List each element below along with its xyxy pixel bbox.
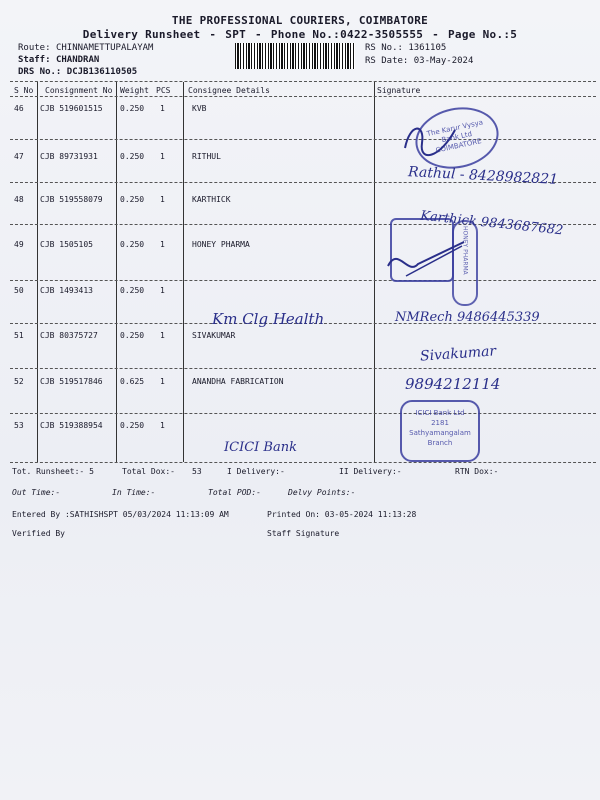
consignment-cell: CJB 80375727 (40, 331, 98, 340)
row-rule (10, 96, 596, 97)
pcs-cell: 1 (160, 152, 165, 161)
consignment-cell: CJB 519517846 (40, 377, 103, 386)
entered-by: Entered By :SATHISHSPT 05/03/2024 11:13:09 AM (12, 510, 229, 519)
title-part: Delivery Runsheet (82, 28, 201, 41)
col-consignment: Consignment No (45, 86, 113, 95)
consignee-cell: ANANDHA FABRICATION (192, 377, 284, 386)
handwritten-kmclg: Km Clg Health (212, 310, 325, 328)
sno-cell: 46 (14, 104, 24, 113)
sno-cell: 50 (14, 286, 24, 295)
total-dox-value: 53 (192, 467, 202, 476)
weight-cell: 0.250 (120, 195, 145, 204)
consignment-cell: CJB 519601515 (40, 104, 103, 113)
pcs-cell: 1 (160, 195, 165, 204)
consignee-cell: KVB (192, 104, 207, 113)
weight-cell: 0.250 (120, 331, 145, 340)
table-row (0, 195, 600, 207)
pcs-cell: 1 (160, 104, 165, 113)
row-rule (10, 139, 596, 140)
consignment-cell: CJB 519558079 (40, 195, 103, 204)
icici-stamp (400, 400, 480, 462)
weight-cell: 0.250 (120, 152, 145, 161)
runsheet-title (0, 28, 600, 41)
consignment-cell: CJB 89731931 (40, 152, 98, 161)
handwritten-siva-phone: 9894212114 (405, 375, 501, 393)
verify-line (12, 529, 592, 541)
drs-label: DRS No.: (18, 67, 62, 77)
weight-cell: 0.250 (120, 421, 145, 430)
row-rule (10, 368, 596, 369)
rs-date: RS Date: 03-May-2024 (365, 56, 474, 66)
pcs-cell: 1 (160, 421, 165, 430)
times-line (12, 488, 592, 500)
table-row (0, 421, 600, 433)
sno-cell: 48 (14, 195, 24, 204)
staff-value: CHANDRAN (55, 55, 100, 65)
tot-runsheet: Tot. Runsheet:- 5 (12, 467, 94, 476)
sno-cell: 51 (14, 331, 24, 340)
header-rule (10, 81, 596, 82)
consignee-cell: RITHUL (192, 152, 221, 161)
delvy-points: Delvy Points:- (288, 488, 356, 497)
totals-line (12, 467, 592, 479)
consignee-cell: SIVAKUMAR (192, 331, 236, 340)
honey-stamp-text: HONEY PHARMA (461, 226, 469, 275)
verified-by: Verified By (12, 529, 65, 538)
handwritten-nmr: NMRech 9486445339 (395, 310, 540, 325)
table-row (0, 104, 600, 116)
pcs-cell: 1 (160, 377, 165, 386)
row-rule (10, 413, 596, 414)
table-row (0, 152, 600, 164)
company-name: THE PROFESSIONAL COURIERS, COIMBATORE (171, 14, 429, 27)
title-part: SPT (225, 28, 247, 41)
total-pod: Total POD:- (208, 488, 261, 497)
sno-cell: 49 (14, 240, 24, 249)
handwritten-rithul: Rathul - 8428982821 (407, 164, 559, 188)
title-part: - (209, 28, 217, 41)
col-weight: Weight (120, 86, 149, 95)
consignment-cell: CJB 1493413 (40, 286, 93, 295)
rs-number: RS No.: 1361105 (365, 43, 447, 53)
pcs-cell: 1 (160, 240, 165, 249)
row-rule (10, 280, 596, 281)
pcs-cell: 1 (160, 331, 165, 340)
staff-line (18, 55, 99, 65)
weight-cell: 0.625 (120, 377, 145, 386)
weight-cell: 0.250 (120, 104, 145, 113)
col-pcs: PCS (156, 86, 171, 95)
consignee-cell: KARTHICK (192, 195, 231, 204)
drs-line (18, 67, 137, 77)
barcode (235, 43, 355, 69)
table-row (0, 331, 600, 343)
title-part: - (255, 28, 262, 41)
col-signature: Signature (377, 86, 421, 95)
col-sno: S No (14, 86, 34, 95)
weight-cell: 0.250 (120, 240, 145, 249)
weight-cell: 0.250 (120, 286, 145, 295)
drs-value: DCJB136110505 (66, 67, 138, 77)
pcs-cell: 1 (160, 286, 165, 295)
printed-on: Printed On: 03-05-2024 11:13:28 (267, 510, 417, 519)
sno-cell: 47 (14, 152, 24, 161)
row-rule (10, 462, 596, 463)
entered-line (12, 510, 592, 522)
sno-cell: 53 (14, 421, 24, 430)
handwritten-icici: ICICI Bank (224, 440, 297, 455)
ii-delivery: II Delivery:- (339, 467, 402, 476)
in-time: In Time:- (112, 488, 156, 497)
route-value: CHINNAMETTUPALAYAM (55, 43, 154, 53)
honey-signature (378, 236, 468, 282)
out-time: Out Time:- (12, 488, 61, 497)
kvb-signature (400, 118, 460, 162)
table-row (0, 377, 600, 389)
title-part: Page No.:5 (447, 28, 518, 41)
i-delivery: I Delivery:- (227, 467, 285, 476)
route-label: Route: (18, 43, 51, 53)
consignee-cell: HONEY PHARMA (192, 240, 250, 249)
sno-cell: 52 (14, 377, 24, 386)
col-consignee: Consignee Details (188, 86, 270, 95)
total-dox-label: Total Dox:- (122, 467, 175, 476)
title-part: Phone No.:0422-3505555 (270, 28, 424, 41)
table-row (0, 286, 600, 298)
consignment-cell: CJB 1505105 (40, 240, 93, 249)
staff-label: Staff: (18, 55, 51, 65)
handwritten-sivakumar: Sivakumar (419, 343, 497, 365)
title-part: - (432, 28, 440, 41)
table-row (0, 240, 600, 252)
kvb-stamp-text: The Karur Vysya Bank Ltd COIMBATORE (426, 118, 484, 155)
route-line (18, 43, 153, 53)
handwritten-karthick: Karthick 9843687682 (419, 208, 564, 239)
consignment-cell: CJB 519388954 (40, 421, 103, 430)
staff-signature: Staff Signature (267, 529, 340, 538)
rtn-dox: RTN Dox:- (455, 467, 499, 476)
icici-stamp-text: ICICI Bank Ltd 2181 Sathyamangalam Branch (409, 409, 471, 447)
